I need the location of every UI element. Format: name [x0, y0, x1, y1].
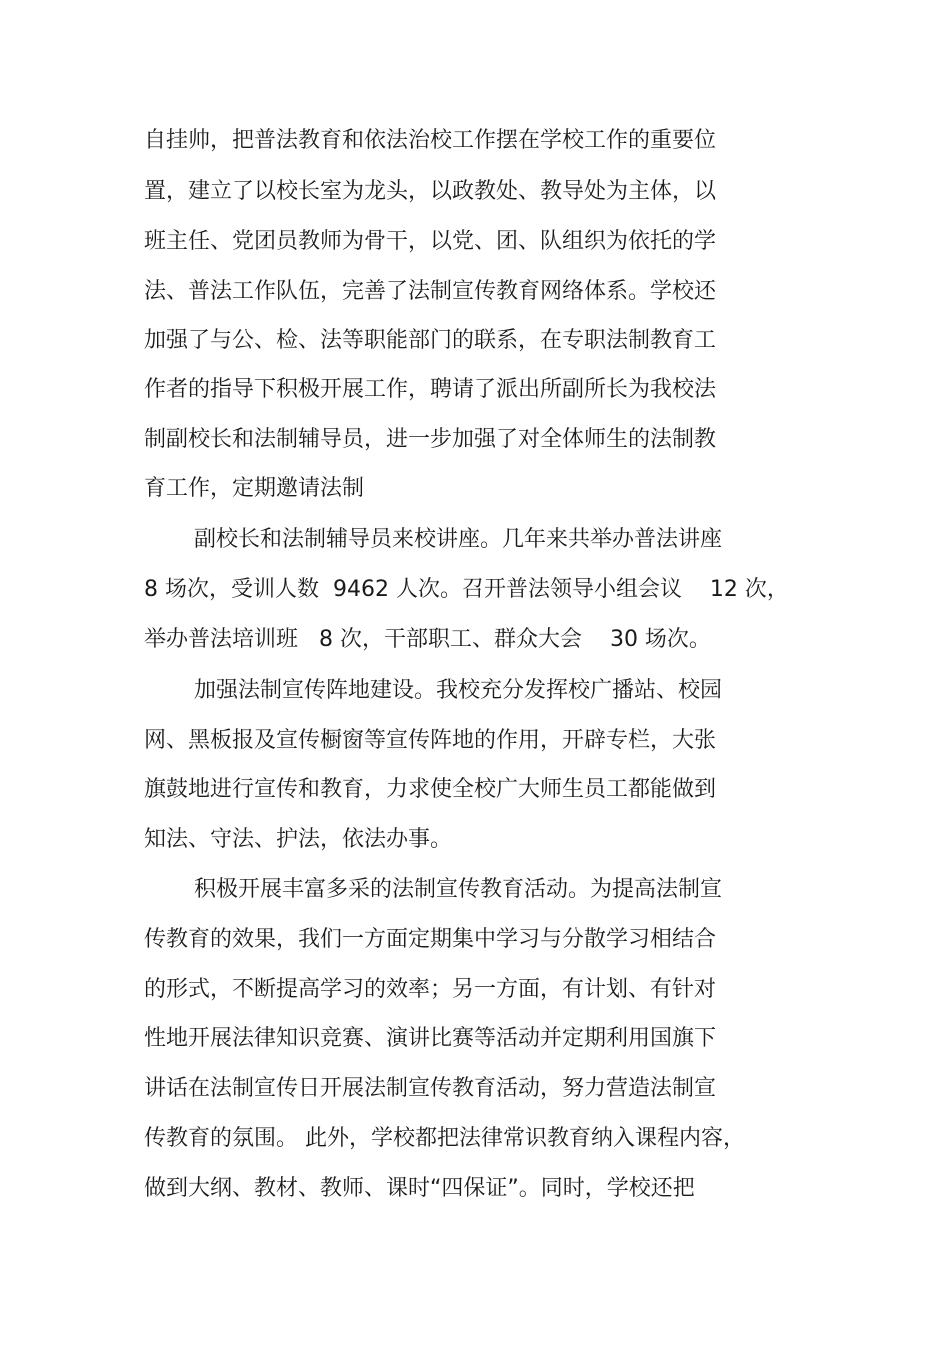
text-line: 加强了与公、检、法等职能部门的联系，在专职法制教育工	[144, 328, 717, 353]
text-line: 作者的指导下积极开展工作，聘请了派出所副所长为我校法	[144, 377, 717, 402]
text-line: 知法、守法、护法，依法办事。	[144, 827, 453, 852]
text-line: 法、普法工作队伍，完善了法制宣传教育网络体系。学校还	[144, 279, 717, 304]
text-line: 性地开展法律知识竞赛、演讲比赛等活动并定期利用国旗下	[144, 1026, 717, 1051]
text-line: 班主任、党团员教师为骨干，以党、团、队组织为依托的学	[144, 229, 717, 254]
text-line: 自挂帅，把普法教育和依法治校工作摆在学校工作的重要位	[144, 128, 717, 153]
text-line: 网、黑板报及宣传橱窗等宣传阵地的作用，开辟专栏，大张	[144, 728, 717, 753]
text-line: 旗鼓地进行宣传和教育，力求使全校广大师生员工都能做到	[144, 777, 717, 802]
text-line: 制副校长和法制辅导员，进一步加强了对全体师生的法制教	[144, 427, 717, 452]
text-line: 8 场次，受训人数 9462 人次。召开普法领导小组会议 12 次，	[144, 577, 789, 602]
text-line: 置，建立了以校长室为龙头，以政教处、教导处为主体，以	[144, 179, 717, 204]
text-line: 讲话在法制宣传日开展法制宣传教育活动，努力营造法制宣	[144, 1076, 717, 1101]
text-line: 育工作，定期邀请法制	[144, 476, 365, 501]
text-line: 传教育的氛围。 此外，学校都把法律常识教育纳入课程内容，	[144, 1126, 745, 1151]
paragraph-start-line: 积极开展丰富多采的法制宣传教育活动。为提高法制宣	[194, 877, 723, 902]
text-line: 做到大纲、教材、教师、课时“四保证”。同时，学校还把	[144, 1176, 695, 1201]
text-line: 传教育的效果，我们一方面定期集中学习与分散学习相结合	[144, 927, 717, 952]
paragraph-start-line: 副校长和法制辅导员来校讲座。几年来共举办普法讲座	[194, 527, 723, 552]
text-line: 举办普法培训班 8 次，干部职工、群众大会 30 场次。	[144, 627, 711, 652]
paragraph-start-line: 加强法制宣传阵地建设。我校充分发挥校广播站、校园	[194, 678, 723, 703]
text-line: 的形式，不断提高学习的效率；另一方面，有计划、有针对	[144, 977, 717, 1002]
